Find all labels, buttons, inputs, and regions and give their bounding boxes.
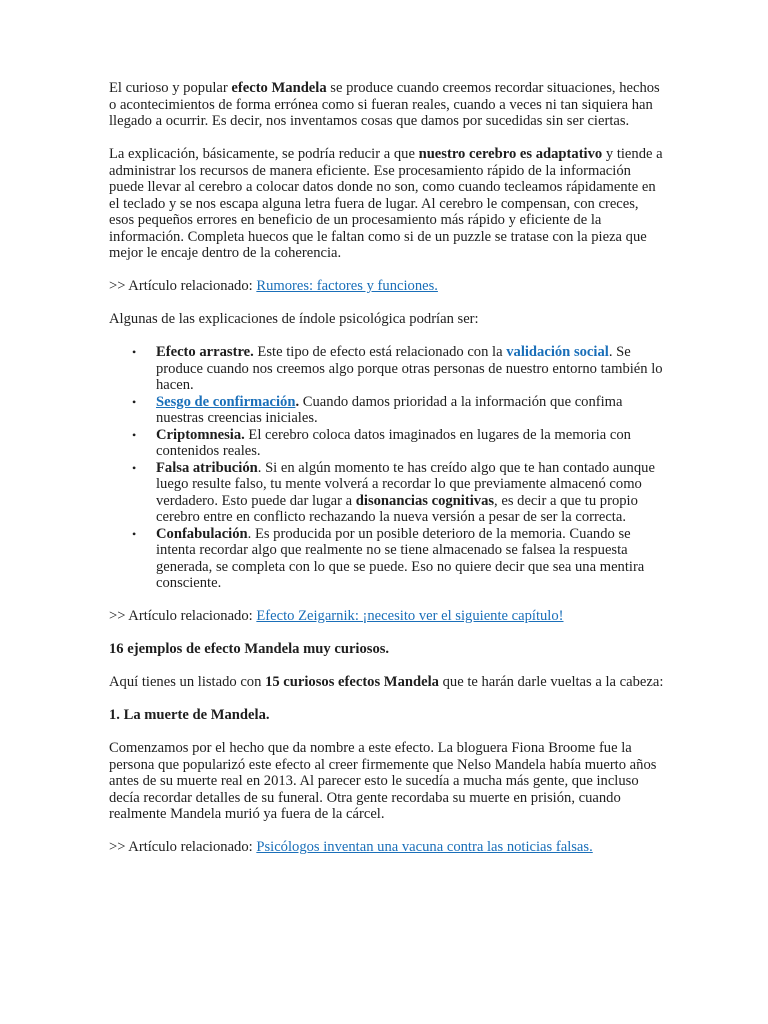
list-item xyxy=(132,459,665,526)
text: se produce cuando creemos recordar situaciones, hechos o acontecimientos de forma errónea como si fueran reales, cuando a veces ni tan siquiera han llegado a ocurrir. Es decir, nos inventamos cosas que damos por sucedidas sin ser ciertas. xyxy=(109,80,660,129)
text: Cuando damos prioridad a la información que confima nuestras creencias iniciales. xyxy=(156,393,623,426)
related-link-rumores[interactable]: Rumores: factores y funciones. xyxy=(256,278,438,294)
text: , es decir a que tu propio cerebro entre en conflicto rechazando la nueva versión a pesar de ser la correcta. xyxy=(156,492,638,525)
bold-term: efecto Mandela xyxy=(231,80,327,96)
bold-term: Falsa atribución xyxy=(156,459,258,476)
text: . Es producida por un posible deterioro de la memoria. Cuando se intenta recordar algo que realmente no se tiene almacenado se falsea la respuesta generada, se completa con lo que se puede. Eso no quiere decir que sea una mentira consciente. xyxy=(156,525,645,591)
paragraph-mandela: Comenzamos por el hecho que da nombre a este efecto. La bloguera Fiona Broome fue la persona que popularizó este efecto al creer firmemente que Nelso Mandela había muerto años antes de su muerte real en 2013. Al parecer esto le sucedía a mucha más gente, que incluso decía recordar detalles de su funeral. Otra gente recordaba su muerte en prisión, cuando realmente Mandela murió ya fuera de la cárcel. xyxy=(109,740,657,822)
related-prefix: >> Artículo relacionado: xyxy=(109,278,257,294)
bullet-icon: • xyxy=(132,394,137,409)
text: y tiende a administrar los recursos de manera eficiente. Ese procesamiento rápido de la información puede llevar al cerebro a colocar datos donde no son, como cuando tecleamos rápidamente en el teclado y se nos escapa alguna letra fuera de lugar. Al cerebro le compensan, con creces, esos pequeños errores en beneficio de un procesamiento más rápido y eficiente de la información. Completa huecos que le faltan como si de un puzzle se tratase con la pieza que mejor le encaje dentro de la coherencia. xyxy=(109,146,663,261)
list-item xyxy=(132,344,665,394)
list-item xyxy=(132,525,665,592)
bullet-icon: • xyxy=(132,345,137,359)
bold-term: Confabulación xyxy=(156,525,248,542)
explanations-list xyxy=(109,344,665,592)
related-article-2 xyxy=(109,608,665,625)
related-article-1 xyxy=(109,278,665,295)
text: . Si en algún momento te has creído algo que te han contado aunque luego resulte falso, tu mente volverá a recordar lo que previamente almacenó como verdadero. Esto puede dar lugar a xyxy=(156,459,655,509)
related-link-zeigarnik[interactable]: Efecto Zeigarnik: ¡necesito ver el siguiente capítulo! xyxy=(256,608,564,624)
paragraph-explanation xyxy=(109,146,665,262)
bold-term: . xyxy=(295,393,300,410)
text: La explicación, básicamente, se podría reducir a que xyxy=(109,146,419,162)
bold-term: disonancias cognitivas xyxy=(355,492,495,509)
bold-term: 15 curiosos efectos Mandela xyxy=(265,674,439,690)
heading-text: 1. La muerte de Mandela. xyxy=(109,707,270,723)
paragraph-list-intro: Algunas de las explicaciones de índole psicológica podrían ser: xyxy=(109,311,479,327)
text: El cerebro coloca datos imaginados en lugares de la memoria con contenidos reales. xyxy=(156,426,631,459)
bold-term: Criptomnesia. xyxy=(156,426,245,443)
related-link-vacuna[interactable]: Psicólogos inventan una vacuna contra las noticias falsas. xyxy=(256,839,593,855)
text: Este tipo de efecto está relacionado con la xyxy=(253,344,507,360)
link-validacion-social[interactable]: validación social xyxy=(506,344,609,360)
text: que te harán darle vueltas a la cabeza: xyxy=(438,674,664,690)
related-prefix: >> Artículo relacionado: xyxy=(109,839,257,855)
list-item xyxy=(132,426,665,460)
list-item xyxy=(132,393,665,427)
bullet-icon: • xyxy=(132,460,137,475)
paragraph-list-lead xyxy=(109,674,665,691)
text: Aquí tienes un listado con xyxy=(109,674,266,690)
bullet-icon: • xyxy=(132,427,137,442)
paragraph-intro xyxy=(109,80,665,130)
article-body xyxy=(109,80,665,872)
bullet-icon: • xyxy=(132,526,137,541)
section-heading xyxy=(109,641,665,658)
text: El curioso y popular xyxy=(109,80,232,96)
heading-text: 16 ejemplos de efecto Mandela muy curiosos. xyxy=(109,641,390,657)
subsection-heading xyxy=(109,707,665,724)
text: . Se produce cuando nos creemos algo porque otras personas de nuestro entorno también lo hacen. xyxy=(156,344,663,393)
bold-term: Efecto arrastre. xyxy=(156,344,254,360)
bold-term: nuestro cerebro es adaptativo xyxy=(418,146,603,162)
related-prefix: >> Artículo relacionado: xyxy=(109,608,257,624)
related-article-3 xyxy=(109,839,665,856)
link-sesgo-confirmacion[interactable]: Sesgo de confirmación xyxy=(156,393,296,410)
